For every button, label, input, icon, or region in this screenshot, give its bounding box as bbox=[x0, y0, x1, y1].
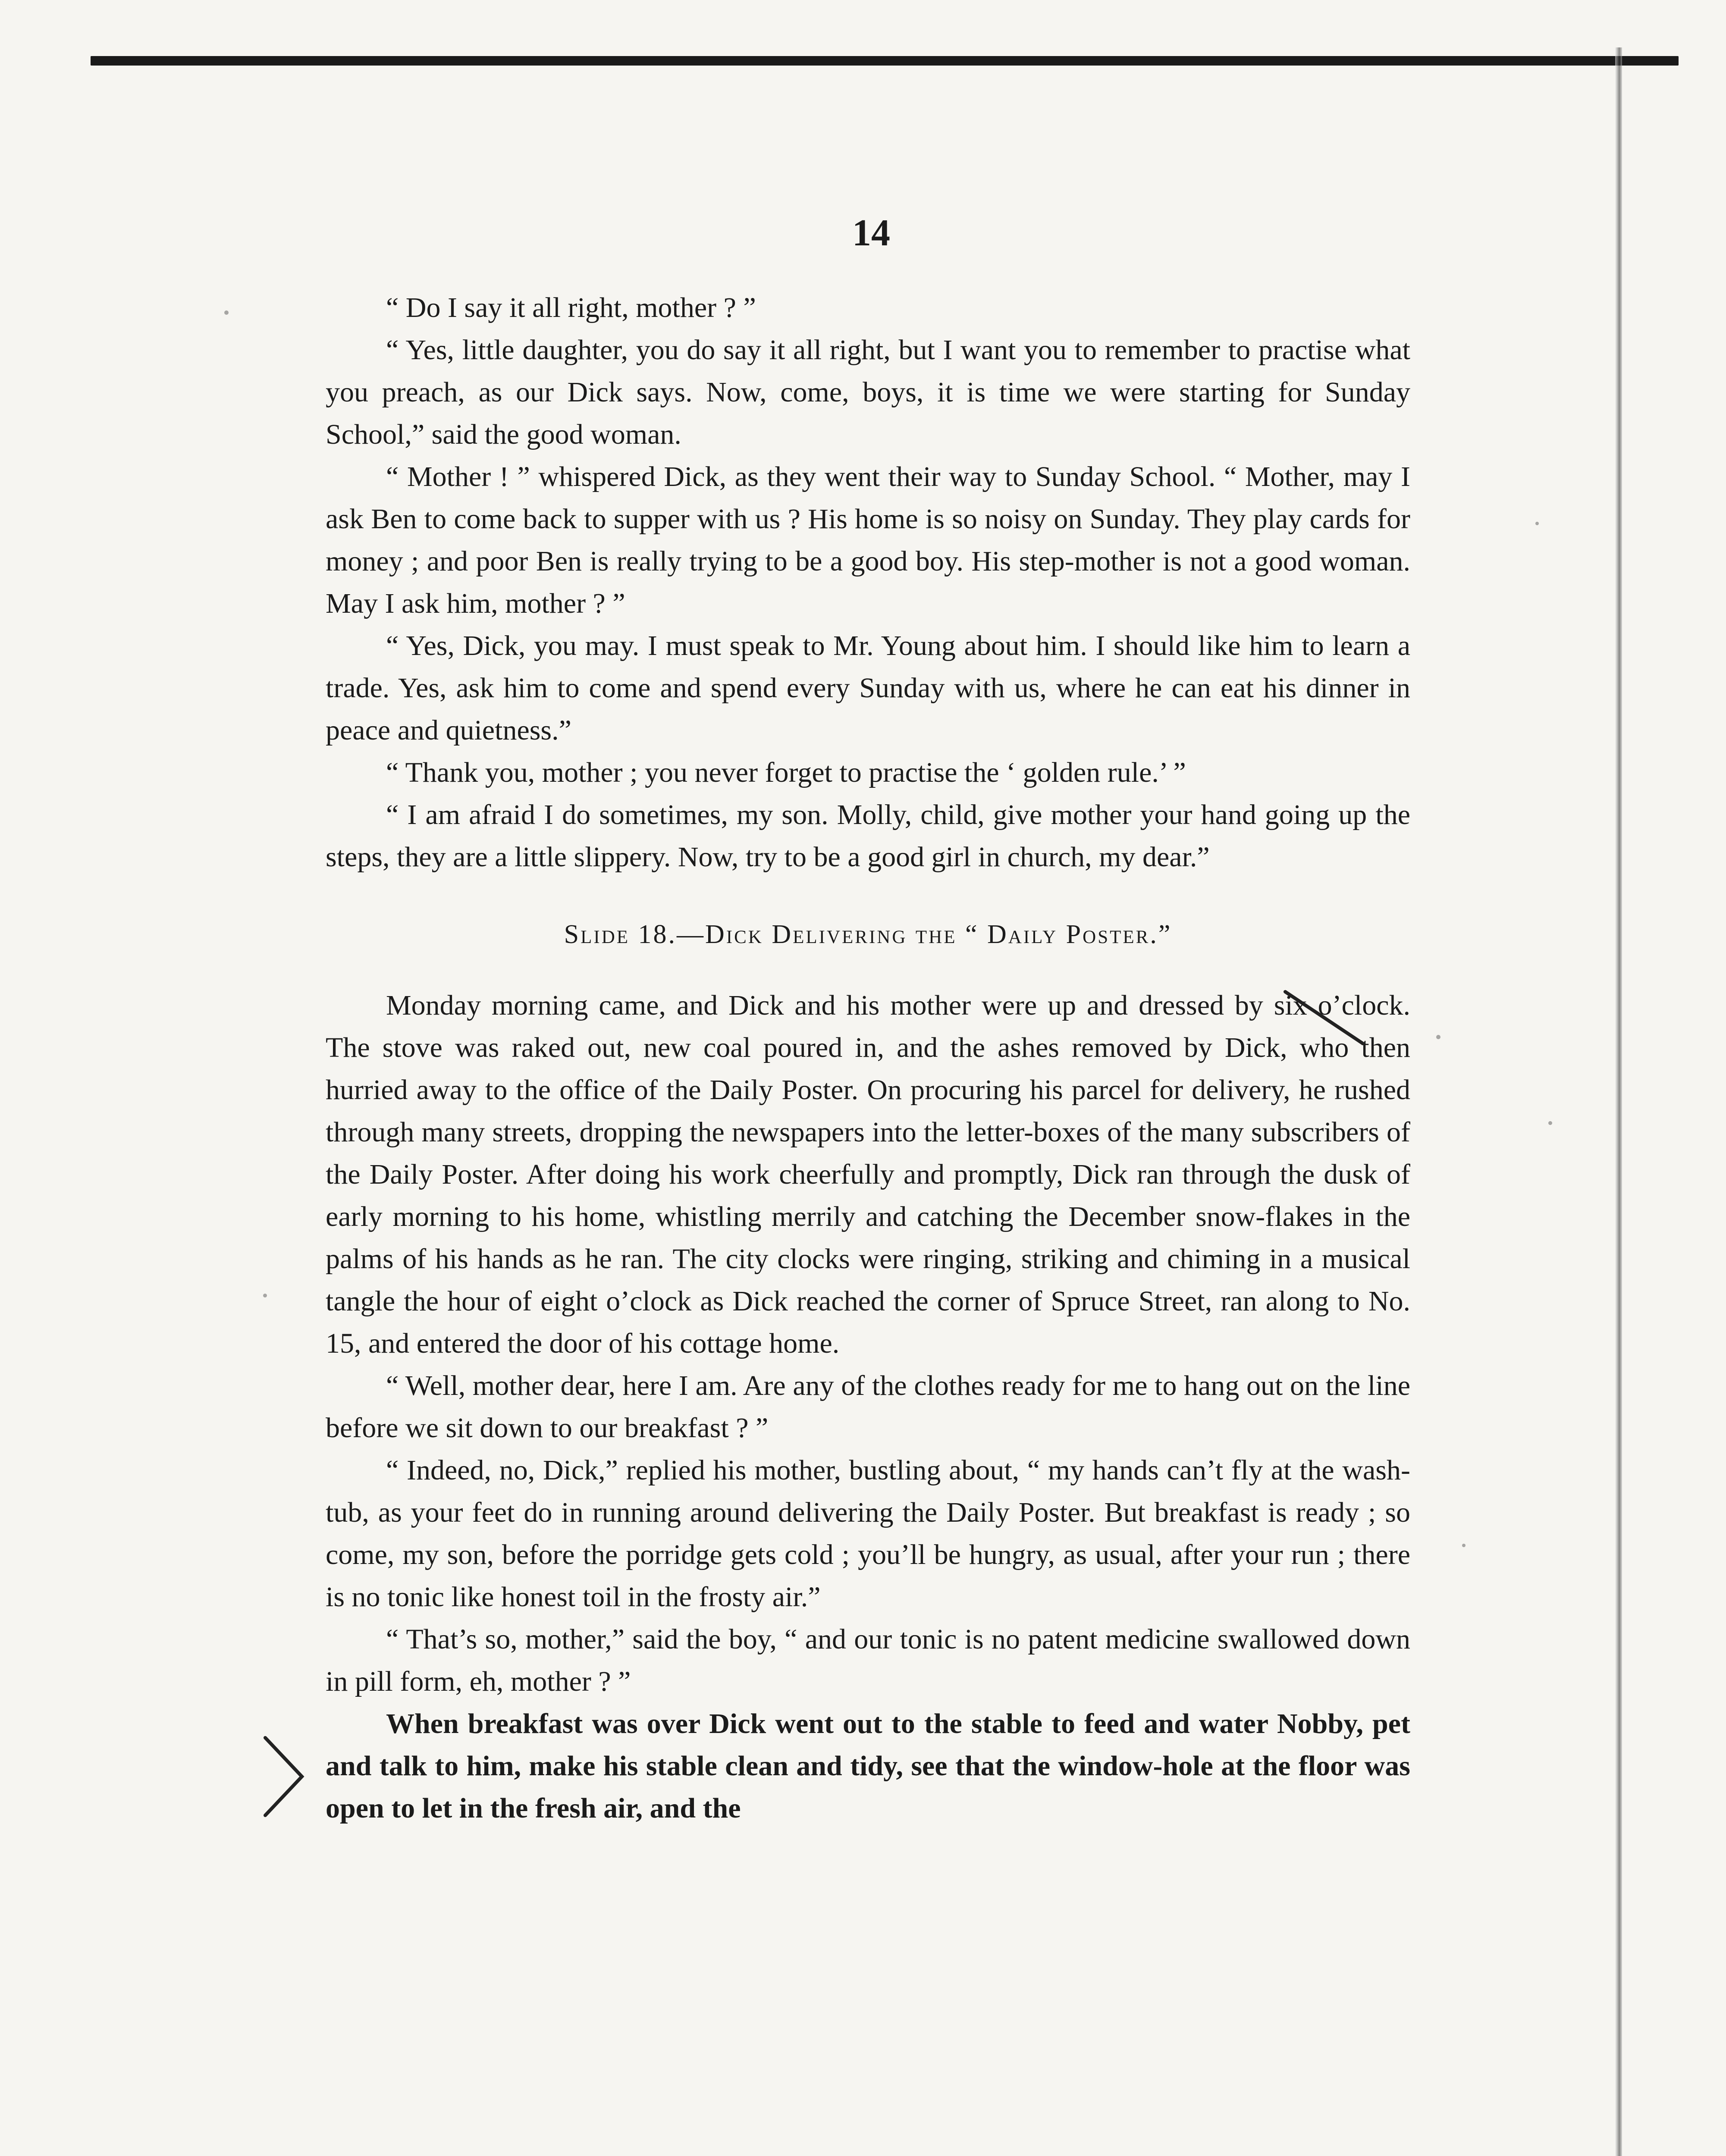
paper-speck bbox=[263, 1294, 267, 1297]
paragraph: “ That’s so, mother,” said the boy, “ and our tonic is no patent medicine swallowed down in pill form, eh, mother ? ” bbox=[326, 1623, 1410, 1697]
paragraph: “ Well, mother dear, here I am. Are any of the clothes ready for me to hang out on the line before we sit down to our breakfast ? ” bbox=[326, 1370, 1410, 1444]
paragraph: When breakfast was over Dick went out to the stable to feed and water Nobby, pet and talk to him, make his stable clean and tidy, see that the window-hole at the floor was open to let in the fresh air, and the bbox=[326, 1708, 1410, 1824]
page-number: 14 bbox=[852, 212, 890, 254]
paragraph: “ Yes, Dick, you may. I must speak to Mr. Young about him. I should like him to learn a trade. Yes, ask him to come and spend every Sunday with us, where he can eat his dinner in peace and quietness.” bbox=[326, 630, 1410, 746]
paragraph: “ Yes, little daughter, you do say it all right, but I want you to remember to practise what you preach, as our Dick says. Now, come, boys, it is time we were starting for Sunday School,” said the good woman. bbox=[326, 334, 1410, 450]
paper-speck bbox=[224, 310, 229, 315]
page-edge-shadow bbox=[1615, 47, 1622, 2156]
paper-speck bbox=[1462, 1544, 1466, 1547]
paragraph: “ Mother ! ” whispered Dick, as they went their way to Sunday School. “ Mother, may I ask Ben to come back to supper with us ? His home is so noisy on Sunday. They play cards for money ; and poor Ben is really trying to be a good boy. His step-mother is not a good woman. May I ask him, mother ? ” bbox=[326, 461, 1410, 619]
top-rule bbox=[91, 56, 1679, 66]
pencil-slash-mark bbox=[1281, 987, 1376, 1052]
paragraph: “ Do I say it all right, mother ? ” bbox=[386, 292, 756, 323]
paper-speck bbox=[1535, 522, 1539, 525]
margin-bracket-mark bbox=[261, 1733, 308, 1820]
paragraph: Monday morning came, and Dick and his mother were up and dressed by six o’clock. The stove was raked out, new coal poured in, and the ashes removed by Dick, who then hurried away to the office of the Daily Poster. On procuring his parcel for delivery, he rushed through many streets, dropping the newspapers into the letter-boxes of the many subscribers of the Daily Poster. After doing his work cheerfully and promptly, Dick ran through the dusk of early morning to his home, whistling merrily and catching the December snow-flakes in the palms of his hands as he ran. The city clocks were ringing, striking and chiming in a musical tangle the hour of eight o’clock as Dick reached the corner of Spruce Street, ran along to No. 15, and entered the door of his cottage home. bbox=[326, 990, 1410, 1359]
paper-speck bbox=[1548, 1121, 1552, 1125]
body-text bbox=[326, 287, 1410, 1830]
paper-speck bbox=[1436, 1035, 1440, 1039]
paragraph: “ Indeed, no, Dick,” replied his mother, bustling about, “ my hands can’t fly at the wash-tub, as your feet do in running around delivering the Daily Poster. But breakfast is ready ; so come, my son, before the porridge gets cold ; you’ll be hungry, as usual, after your run ; there is no tonic like honest toil in the frosty air.” bbox=[326, 1454, 1410, 1613]
paragraph: “ Thank you, mother ; you never forget to practise the ‘ golden rule.’ ” bbox=[386, 757, 1186, 788]
section-heading: Slide 18.—Dick Delivering the “ Daily Poster.” bbox=[564, 920, 1172, 949]
paragraph: “ I am afraid I do sometimes, my son. Molly, child, give mother your hand going up the steps, they are a little slippery. Now, try to be a good girl in church, my dear.” bbox=[326, 799, 1410, 873]
